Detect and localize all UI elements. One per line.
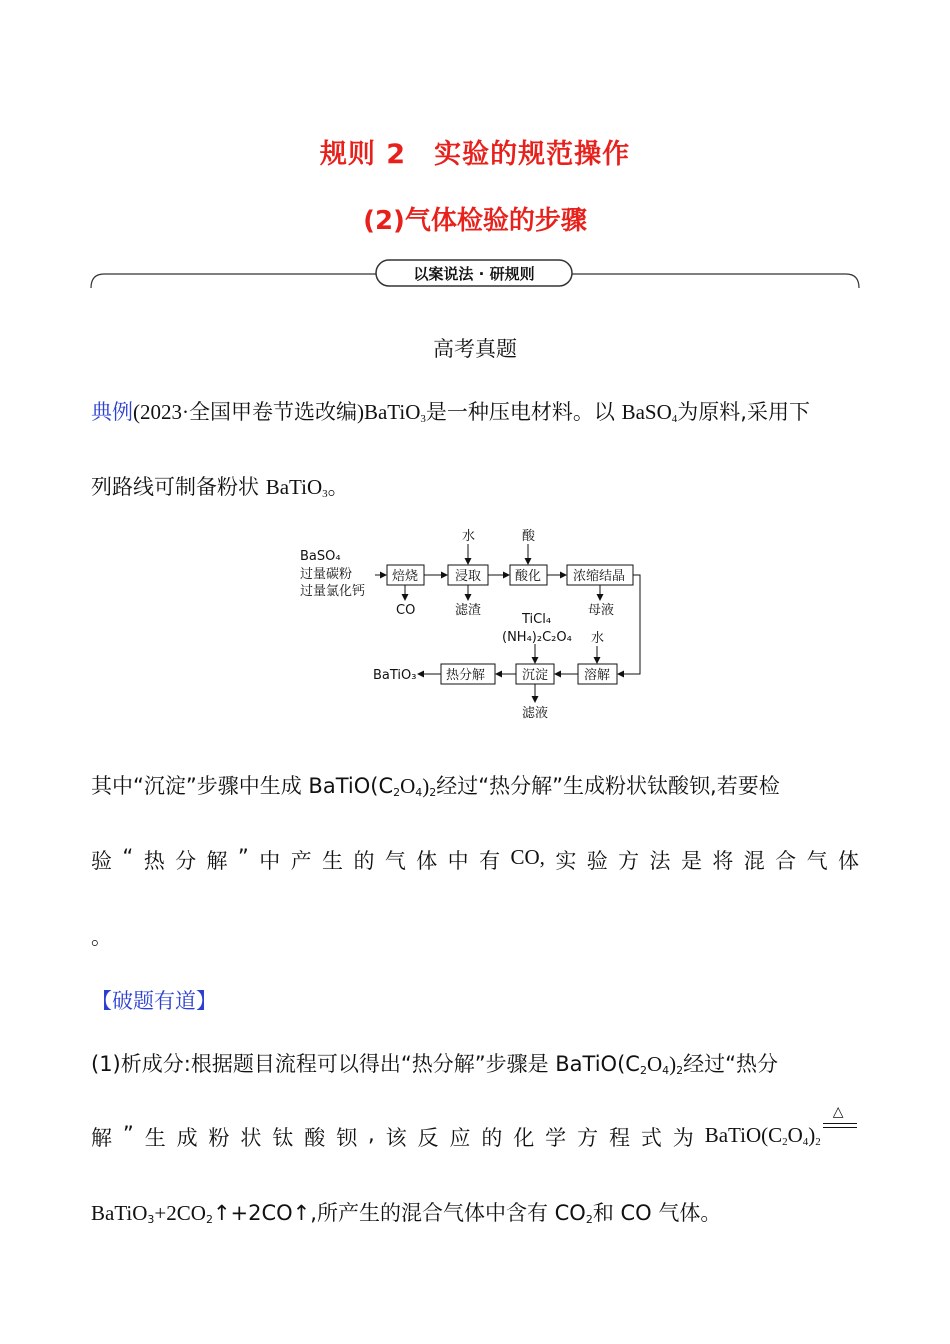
question-char: 法 [649, 849, 671, 873]
analysis-char: 应 [449, 1126, 471, 1150]
analysis-line-1: (1)析成分:根据题目流程可以得出“热分解”步骤是 $BaTiO(C_2O_4)_2$经过“热分 [91, 1052, 778, 1077]
analysis-char: 成 [176, 1126, 198, 1150]
analysis-line-2 [91, 1105, 859, 1152]
question-char: 生 [322, 849, 344, 873]
analysis-char: 钡 [336, 1126, 358, 1150]
example-text: 是一种压电材料。以 [425, 400, 622, 424]
section-banner [90, 258, 860, 292]
byproduct-residue: 滤渣 [455, 603, 482, 618]
question-char: 方 [618, 849, 640, 873]
question-char: 中 [447, 849, 469, 873]
question-char: 有 [479, 849, 501, 873]
product-batio3: BaTiO₃ [373, 668, 417, 683]
question-char: 热 [143, 849, 165, 873]
analysis-char: 解 [91, 1126, 112, 1150]
analysis-char: 为 [672, 1126, 694, 1150]
analysis-char: 状 [240, 1126, 262, 1150]
question-line-3: 。 [91, 925, 112, 949]
input-cacl2: 过量氯化钙 [300, 584, 366, 599]
box-dissolve-label: 溶解 [584, 668, 611, 683]
example-line2-text: 列路线可制备粉状 [91, 475, 266, 499]
heating-condition-icon: △ [821, 1122, 859, 1144]
question-char: ” [237, 845, 249, 869]
analysis-char: 生 [144, 1126, 166, 1150]
analysis-char: , [368, 1122, 375, 1146]
question-char: 解 [206, 849, 228, 873]
analysis-l1a: (1)析成分:根据题目流程可以得出“热分解”步骤是 BaTiO(C [91, 1052, 640, 1076]
box-concentrate-label: 浓缩结晶 [573, 569, 626, 584]
analysis-char: 学 [545, 1126, 567, 1150]
analysis-l3d: 和 CO 气体。 [592, 1201, 722, 1225]
input-carbon: 过量碳粉 [300, 567, 353, 582]
reagent-oxalate: (NH₄)₂C₂O₄ [502, 630, 572, 645]
analysis-char: 方 [577, 1126, 599, 1150]
question-line-2 [91, 845, 859, 875]
analysis-line-3: $BaTiO_3+2CO_2↑+2CO↑$,所产生的混合气体中含有 $CO_2$和 CO 气体。 [91, 1201, 722, 1226]
question-char: 的 [353, 849, 375, 873]
question-char: 验 [586, 849, 608, 873]
question-char: 实 [555, 849, 577, 873]
analysis-l3c: ↑+2CO↑,所产生的混合气体中含有 CO [212, 1201, 586, 1225]
input-baso4: BaSO₄ [300, 549, 341, 564]
rule-title: 规则 2 实验的规范操作 [319, 139, 631, 170]
question-char: “ [122, 845, 134, 869]
reagent-ticl4: TiCl₄ [522, 612, 552, 627]
section-subtitle: (2)气体检验的步骤 [363, 206, 587, 236]
formula-baso4: BaSO$_4$ [621, 400, 678, 425]
question-char: 混 [743, 849, 765, 873]
analysis-l1b: 经过“热分 [683, 1052, 778, 1076]
question-char: 中 [259, 849, 281, 873]
reagent-acid: 酸 [522, 529, 536, 544]
box-leach-label: 浸取 [455, 569, 482, 584]
question-char: 分 [175, 849, 197, 873]
box-roast-label: 焙烧 [392, 569, 419, 584]
example-source: (2023·全国甲卷节选改编) [133, 400, 364, 424]
byproduct-filtrate: 滤液 [522, 706, 549, 721]
analysis-heading: 【破题有道】 [91, 989, 217, 1013]
question-char: 体 [837, 849, 859, 873]
formula-batio3: BaTiO$_3$ [265, 475, 328, 500]
question-line-1: 其中“沉淀”步骤中生成 $BaTiO(C_2O_4)_2$经过“热分解”生成粉状钛酸钡,若要检 [91, 774, 780, 799]
question-char: 是 [680, 849, 702, 873]
analysis-char: 程 [608, 1126, 630, 1150]
question-l1a: 其中“沉淀”步骤中生成 BaTiO(C [91, 774, 394, 798]
banner-label: 以案说法 · 研规则 [413, 265, 535, 283]
analysis-l3b: +2CO [154, 1201, 206, 1225]
analysis-char: ” [122, 1122, 134, 1146]
analysis-char: 钛 [272, 1126, 294, 1150]
analysis-char: 酸 [304, 1126, 326, 1150]
example-tag: 典例 [91, 400, 133, 424]
box-acidify-label: 酸化 [515, 569, 542, 584]
question-char: 验 [91, 849, 112, 873]
reagent-water-1: 水 [462, 529, 476, 544]
byproduct-mother-liquor: 母液 [588, 603, 615, 618]
question-char: 产 [290, 849, 312, 873]
analysis-char: 该 [385, 1126, 407, 1150]
section-heading: 高考真题 [433, 337, 517, 361]
analysis-char: 反 [417, 1126, 439, 1150]
example-line-2: 列路线可制备粉状 BaTiO$_3$。 [91, 475, 349, 500]
example-line-1 [91, 396, 859, 426]
example-text-end: 为原料,采用下 [677, 400, 810, 424]
question-char: 将 [712, 849, 734, 873]
question-char: CO, [510, 845, 545, 869]
question-char: 气 [806, 849, 828, 873]
analysis-l3a: BaTiO [91, 1201, 148, 1225]
analysis-char: 粉 [208, 1126, 230, 1150]
reagent-water-2: 水 [591, 631, 605, 646]
byproduct-co: CO [396, 603, 416, 618]
question-l1b: 经过“热分解”生成粉状钛酸钡,若要检 [436, 774, 780, 798]
box-precipitate-label: 沉淀 [522, 668, 549, 683]
analysis-char: 化 [513, 1126, 535, 1150]
question-char: 体 [416, 849, 438, 873]
analysis-char: 的 [481, 1126, 503, 1150]
formula-batio3: BaTiO$_3$ [363, 400, 426, 425]
analysis-char: 式 [640, 1126, 662, 1150]
process-flowchart [290, 520, 650, 725]
question-char: 气 [384, 849, 406, 873]
question-char: 合 [775, 849, 797, 873]
formula-batio-oxalate: $BaTiO(C_2O_4)_2$ △ [705, 1122, 859, 1152]
box-decompose-label: 热分解 [446, 668, 486, 683]
